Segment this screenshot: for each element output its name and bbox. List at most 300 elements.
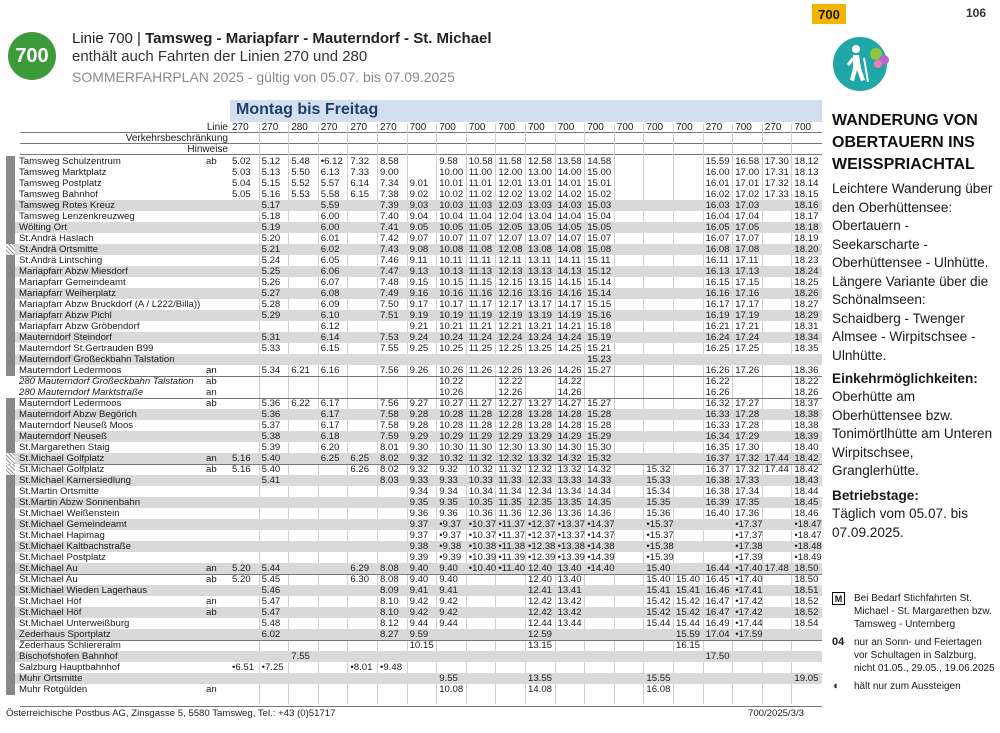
stop-marker [6, 673, 15, 684]
departure-time: •8.01 [350, 662, 373, 673]
departure-time: •17.40 [735, 563, 763, 574]
departure-time: 16.16 [705, 288, 730, 299]
departure-time: 17.32 [735, 464, 760, 475]
departure-time: 9.44 [409, 618, 429, 629]
arrival-departure-mark: an [206, 387, 217, 398]
departure-time: 16.11 [705, 255, 729, 266]
timetable-row [6, 684, 822, 695]
stop-name: St.Michael Weißenstein [19, 508, 120, 519]
stop-name: Salzburg Hauptbahnhof [19, 662, 120, 673]
departure-time: 5.50 [291, 167, 310, 178]
stop-marker [6, 530, 15, 541]
departure-time: 16.58 [735, 156, 760, 167]
stop-name: St.Martin Ortsmitte [19, 486, 99, 497]
departure-time: 17.36 [735, 508, 760, 519]
stop-marker [6, 156, 15, 167]
timetable-row [6, 486, 822, 497]
departure-time: 5.20 [232, 563, 251, 574]
stop-marker [6, 453, 15, 464]
departure-time: 11.21 [468, 321, 493, 332]
line-number: 700 [409, 122, 427, 133]
departure-time: 18.40 [794, 442, 819, 453]
departure-time: 16.37 [705, 453, 730, 464]
arrival-departure-mark: an [206, 596, 217, 607]
arrival-departure-mark: an [206, 453, 217, 464]
line-number: 270 [764, 122, 782, 133]
departure-time: 10.13 [439, 266, 464, 277]
departure-time: 5.18 [261, 211, 281, 222]
departure-time: 6.21 [291, 365, 310, 376]
departure-time: 9.38 [409, 541, 429, 552]
departure-time: 16.22 [705, 376, 730, 387]
stop-name: Tamsweg Rotes Kreuz [19, 200, 115, 211]
departure-time: 15.12 [587, 266, 612, 277]
departure-time: 14.32 [587, 464, 612, 475]
stop-name: St.Michael Golfplatz [19, 464, 105, 475]
stop-name: Tamsweg Lenzenkreuzweg [19, 211, 135, 222]
stop-marker [6, 365, 15, 376]
departure-time: 9.34 [409, 486, 429, 497]
departure-time: 17.34 [735, 486, 760, 497]
departure-time: 14.36 [587, 508, 612, 519]
line-number: 270 [232, 122, 249, 133]
departure-time: 5.48 [261, 618, 281, 629]
departure-time: 15.41 [676, 585, 701, 596]
departure-time: 11.25 [468, 343, 493, 354]
departure-time: 14.32 [557, 453, 582, 464]
departure-time: 17.33 [735, 475, 760, 486]
departure-time: 10.01 [439, 178, 464, 189]
departure-time: 12.00 [498, 167, 523, 178]
departure-time: 15.00 [587, 167, 612, 178]
departure-time: 6.17 [320, 420, 340, 431]
header-restriction-label: Verkehrsbeschränkung [125, 133, 228, 144]
departure-time: 15.40 [646, 574, 671, 585]
stop-marker [6, 409, 15, 420]
line-number: 700 [439, 122, 456, 133]
departure-time: 7.32 [350, 156, 370, 167]
departure-time: 6.05 [320, 255, 340, 266]
stop-marker [6, 464, 15, 475]
departure-time: 11.04 [468, 211, 493, 222]
departure-time: 13.16 [528, 288, 553, 299]
departure-time: •17.59 [735, 629, 763, 640]
stop-name: Mauterndorf Abzw Begörich [19, 409, 137, 420]
departure-time: 17.44 [764, 453, 789, 464]
stop-marker [6, 354, 15, 365]
departure-time: 9.24 [409, 332, 429, 343]
departure-time: •17.42 [735, 596, 763, 607]
departure-time: 12.19 [498, 310, 523, 321]
departure-time: 19.05 [794, 673, 819, 684]
line-number: 270 [350, 122, 368, 133]
departure-time: 6.02 [261, 629, 281, 640]
stop-marker [6, 288, 15, 299]
departure-time: •17.37 [735, 530, 763, 541]
departure-time: •15.37 [646, 519, 674, 530]
departure-time: 10.19 [439, 310, 464, 321]
departure-time: •11.40 [498, 563, 526, 574]
departure-time: 18.50 [794, 563, 819, 574]
departure-time: 5.45 [261, 574, 281, 585]
departure-time: 12.32 [498, 453, 523, 464]
departure-time: 5.29 [261, 310, 281, 321]
departure-time: 6.17 [320, 398, 340, 409]
departure-time: 13.42 [557, 607, 582, 618]
departure-time: 15.41 [646, 585, 671, 596]
departure-time: 14.28 [557, 420, 582, 431]
legend-text: hält nur zum Aussteigen [854, 681, 961, 692]
departure-time: 6.14 [320, 332, 340, 343]
departure-time: 18.38 [794, 420, 819, 431]
operator-footer: Österreichische Postbus AG, Zinsgasse 5, 5580 Tamsweg, Tel.: +43 (0)51717 [6, 708, 336, 719]
departure-time: 14.04 [557, 211, 582, 222]
line-number: 700 [528, 122, 545, 133]
stop-name: St.Michael Kaltbachstraße [19, 541, 131, 552]
departure-time: 6.02 [320, 244, 340, 255]
departure-time: •10.40 [468, 563, 497, 574]
departure-time: 11.32 [498, 464, 522, 475]
departure-time: 11.33 [498, 475, 522, 486]
departure-time: 11.00 [468, 167, 493, 178]
departure-time: 13.04 [528, 211, 553, 222]
departure-time: 14.28 [557, 409, 582, 420]
departure-time: 9.42 [409, 596, 429, 607]
departure-time: 17.29 [735, 431, 760, 442]
departure-time: 15.14 [587, 288, 612, 299]
departure-time: 8.58 [380, 156, 399, 167]
departure-time: 12.04 [498, 211, 523, 222]
departure-time: 16.40 [705, 508, 730, 519]
departure-time: 18.16 [794, 200, 819, 211]
departure-time: 18.50 [794, 574, 819, 585]
departure-time: 18.51 [794, 585, 819, 596]
departure-time: 7.50 [380, 299, 399, 310]
stop-marker [6, 475, 15, 486]
stop-marker [6, 310, 15, 321]
timetable-row [6, 211, 822, 222]
departure-time: •13.37 [557, 530, 585, 541]
departure-time: •15.38 [646, 541, 674, 552]
header-linie-label: Linie [206, 122, 228, 133]
line-number: 270 [705, 122, 723, 133]
departure-time: 13.32 [557, 464, 582, 475]
departure-time: 5.26 [261, 277, 281, 288]
departure-time: 6.01 [320, 233, 340, 244]
stop-name: St.Michael Gemeindeamt [19, 519, 127, 530]
stop-name: St.Michael Au [19, 563, 78, 574]
stop-marker [6, 255, 15, 266]
departure-time: 18.35 [794, 343, 819, 354]
departure-time: 18.31 [794, 321, 819, 332]
stop-marker [6, 607, 15, 618]
timetable-row [6, 178, 822, 189]
departure-time: 11.15 [468, 277, 493, 288]
departure-time: 10.22 [439, 376, 464, 387]
departure-time: 10.05 [439, 222, 464, 233]
stop-marker [6, 552, 15, 563]
timetable-row [6, 552, 822, 563]
departure-time: 13.15 [528, 277, 553, 288]
departure-time: 7.46 [380, 255, 399, 266]
departure-time: 12.07 [498, 233, 523, 244]
departure-time: 16.03 [705, 200, 730, 211]
stop-name: Bischofshofen Bahnhof [19, 651, 118, 662]
group-rule [20, 398, 822, 399]
departure-time: 9.25 [409, 343, 429, 354]
departure-time: 12.27 [498, 398, 523, 409]
stop-marker [6, 420, 15, 431]
departure-time: •17.40 [735, 574, 763, 585]
departure-time: 15.15 [587, 299, 612, 310]
departure-time: 10.11 [439, 255, 463, 266]
departure-time: 14.11 [557, 255, 581, 266]
departure-time: 14.22 [557, 376, 582, 387]
stop-name: Tamsweg Marktplatz [19, 167, 107, 178]
departure-time: 16.07 [705, 233, 730, 244]
departure-time: 5.57 [320, 178, 340, 189]
departure-time: 10.04 [439, 211, 464, 222]
departure-time: 11.35 [498, 497, 522, 508]
departure-time: 15.55 [646, 673, 671, 684]
departure-time: 18.19 [794, 233, 819, 244]
departure-time: 8.02 [380, 453, 399, 464]
timetable-row [6, 189, 822, 200]
departure-time: 6.08 [320, 288, 340, 299]
departure-time: 5.46 [261, 585, 281, 596]
departure-time: 8.10 [380, 596, 399, 607]
departure-time: 10.08 [439, 684, 464, 695]
departure-time: •14.37 [587, 519, 615, 530]
departure-time: 17.27 [735, 398, 760, 409]
stop-marker [6, 321, 15, 332]
departure-time: 17.21 [735, 321, 760, 332]
departure-time: 17.28 [735, 409, 760, 420]
departure-time: 9.27 [409, 398, 429, 409]
departure-time: •18.47 [794, 519, 822, 530]
departure-time: 16.35 [705, 442, 730, 453]
departure-time: 13.40 [557, 574, 582, 585]
hike-days-label: Betriebstage: [832, 488, 919, 503]
departure-time: 10.32 [439, 453, 464, 464]
departure-time: 12.02 [498, 189, 523, 200]
departure-time: 15.19 [587, 332, 612, 343]
departure-time: 10.21 [439, 321, 464, 332]
departure-time: 12.42 [528, 596, 553, 607]
departure-time: 17.15 [735, 277, 760, 288]
departure-time: 18.24 [794, 266, 819, 277]
departure-time: 10.29 [439, 431, 464, 442]
timetable-row [6, 420, 822, 431]
departure-time: 8.12 [380, 618, 399, 629]
stop-name: St.Michael Höf [19, 596, 82, 607]
departure-time: 11.32 [468, 453, 493, 464]
departure-time: 12.15 [498, 277, 523, 288]
departure-time: 10.15 [409, 640, 434, 651]
departure-time: 18.17 [794, 211, 819, 222]
group-rule [20, 464, 822, 465]
departure-time: 17.07 [735, 233, 760, 244]
departure-time: 14.26 [557, 387, 582, 398]
departure-time: 12.34 [528, 486, 553, 497]
departure-time: 9.35 [409, 497, 429, 508]
departure-time: 12.17 [498, 299, 523, 310]
departure-time: 16.05 [705, 222, 730, 233]
departure-time: 13.35 [557, 497, 582, 508]
departure-time: 9.33 [439, 475, 458, 486]
departure-time: 13.58 [557, 156, 582, 167]
line-number: 700 [794, 122, 812, 133]
departure-time: 18.52 [794, 596, 819, 607]
departure-time: •12.39 [528, 552, 556, 563]
timetable-row [6, 233, 822, 244]
stop-marker [6, 442, 15, 453]
departure-time: 9.03 [409, 200, 429, 211]
timetable-row [6, 376, 822, 387]
stop-marker [6, 629, 15, 640]
departure-time: •6.12 [320, 156, 343, 167]
departure-time: 12.59 [528, 629, 553, 640]
stop-name: Tamsweg Schulzentrum [19, 156, 121, 167]
departure-time: 9.55 [439, 673, 458, 684]
departure-time: 6.16 [320, 365, 340, 376]
departure-time: 17.24 [735, 332, 760, 343]
stop-name: Muhr Rotgülden [19, 684, 88, 695]
departure-time: 5.20 [232, 574, 251, 585]
departure-time: 13.28 [528, 409, 553, 420]
departure-time: 18.45 [794, 497, 819, 508]
stop-marker [6, 211, 15, 222]
departure-time: •17.41 [735, 585, 763, 596]
departure-time: 13.30 [528, 442, 553, 453]
departure-time: 9.39 [409, 552, 429, 563]
stop-name: Tamsweg Bahnhof [19, 189, 98, 200]
departure-time: 10.32 [468, 464, 493, 475]
departure-time: 17.17 [735, 299, 760, 310]
stop-name: Zederhaus Sportplatz [19, 629, 111, 640]
departure-time: 12.21 [498, 321, 523, 332]
stop-name: St.Michael Golfplatz [19, 453, 105, 464]
stop-marker [6, 486, 15, 497]
departure-time: •10.37 [468, 530, 497, 541]
departure-time: 7.42 [380, 233, 399, 244]
departure-time: 5.24 [261, 255, 281, 266]
departure-time: 9.35 [439, 497, 458, 508]
departure-time: 11.08 [468, 244, 493, 255]
departure-time: 8.09 [380, 585, 399, 596]
departure-time: 9.02 [409, 189, 429, 200]
stop-name: Mariapfarr Abzw Miesdorf [19, 266, 128, 277]
timetable-row [6, 266, 822, 277]
departure-time: 9.41 [409, 585, 429, 596]
timetable-row [6, 541, 822, 552]
departure-time: 6.30 [350, 574, 370, 585]
stop-name: Mauterndorf Großeckbahn Talstation [19, 354, 175, 365]
departure-time: 16.38 [705, 475, 730, 486]
departure-time: 12.08 [498, 244, 523, 255]
departure-time: 5.47 [261, 607, 281, 618]
departure-time: 11.03 [468, 200, 493, 211]
departure-time: 17.31 [764, 167, 789, 178]
departure-time: •17.37 [735, 519, 763, 530]
departure-time: 12.13 [498, 266, 523, 277]
departure-time: 7.55 [291, 651, 310, 662]
departure-time: 12.24 [498, 332, 523, 343]
departure-time: 6.25 [350, 453, 370, 464]
departure-time: 12.16 [498, 288, 523, 299]
departure-time: 11.17 [468, 299, 493, 310]
departure-time: 15.59 [705, 156, 730, 167]
departure-time: 13.02 [528, 189, 553, 200]
departure-time: 16.24 [705, 332, 730, 343]
departure-time: 16.01 [705, 178, 730, 189]
departure-time: 14.33 [587, 475, 612, 486]
departure-time: 13.27 [528, 398, 553, 409]
stop-name: St.Michael Hapimag [19, 530, 105, 541]
departure-time: •11.38 [498, 541, 526, 552]
departure-time: 8.10 [380, 607, 399, 618]
departure-time: 10.30 [439, 442, 464, 453]
departure-time: 15.08 [587, 244, 612, 255]
departure-time: 5.27 [261, 288, 281, 299]
departure-time: 15.36 [646, 508, 671, 519]
departure-time: 10.58 [468, 156, 493, 167]
departure-time: 5.19 [261, 222, 281, 233]
departure-time: 9.33 [409, 475, 429, 486]
timetable-row [6, 310, 822, 321]
departure-time: 8.27 [380, 629, 399, 640]
departure-time: 16.25 [705, 343, 730, 354]
departure-time: 10.26 [439, 387, 464, 398]
departure-time: 10.28 [439, 420, 464, 431]
departure-time: 15.05 [587, 222, 612, 233]
departure-time: 15.27 [587, 365, 612, 376]
line-number: 700 [468, 122, 486, 133]
departure-time: 18.13 [794, 167, 819, 178]
line-number: 700 [616, 122, 634, 133]
departure-time: 14.15 [557, 277, 582, 288]
departure-time: 18.26 [794, 288, 819, 299]
line-number: 700 [557, 122, 575, 133]
departure-time: 17.02 [735, 189, 760, 200]
stop-name: St.Andrä Ortsmitte [19, 244, 98, 255]
departure-time: 5.02 [232, 156, 251, 167]
stop-name: St.Andrä Haslach [19, 233, 94, 244]
departure-time: 16.32 [705, 398, 730, 409]
departure-time: 16.37 [705, 464, 730, 475]
timetable-row [6, 519, 822, 530]
departure-time: 18.39 [794, 431, 819, 442]
departure-time: 5.37 [261, 420, 281, 431]
timetable-row [6, 453, 822, 464]
departure-time: 8.08 [380, 563, 399, 574]
stop-marker [6, 508, 15, 519]
departure-time: 15.42 [676, 596, 701, 607]
departure-time: 18.15 [794, 189, 819, 200]
departure-time: 7.58 [380, 420, 399, 431]
timetable-row [6, 156, 822, 167]
timetable-row [6, 585, 822, 596]
departure-time: •9.39 [439, 552, 462, 563]
departure-time: 13.36 [557, 508, 582, 519]
departure-time: 14.24 [557, 332, 582, 343]
stop-name: St.Andrä Lintsching [19, 255, 103, 266]
departure-time: •11.37 [498, 530, 526, 541]
departure-time: 5.52 [291, 178, 310, 189]
departure-time: 11.36 [498, 508, 522, 519]
departure-time: 12.25 [498, 343, 523, 354]
timetable-row [6, 673, 822, 684]
